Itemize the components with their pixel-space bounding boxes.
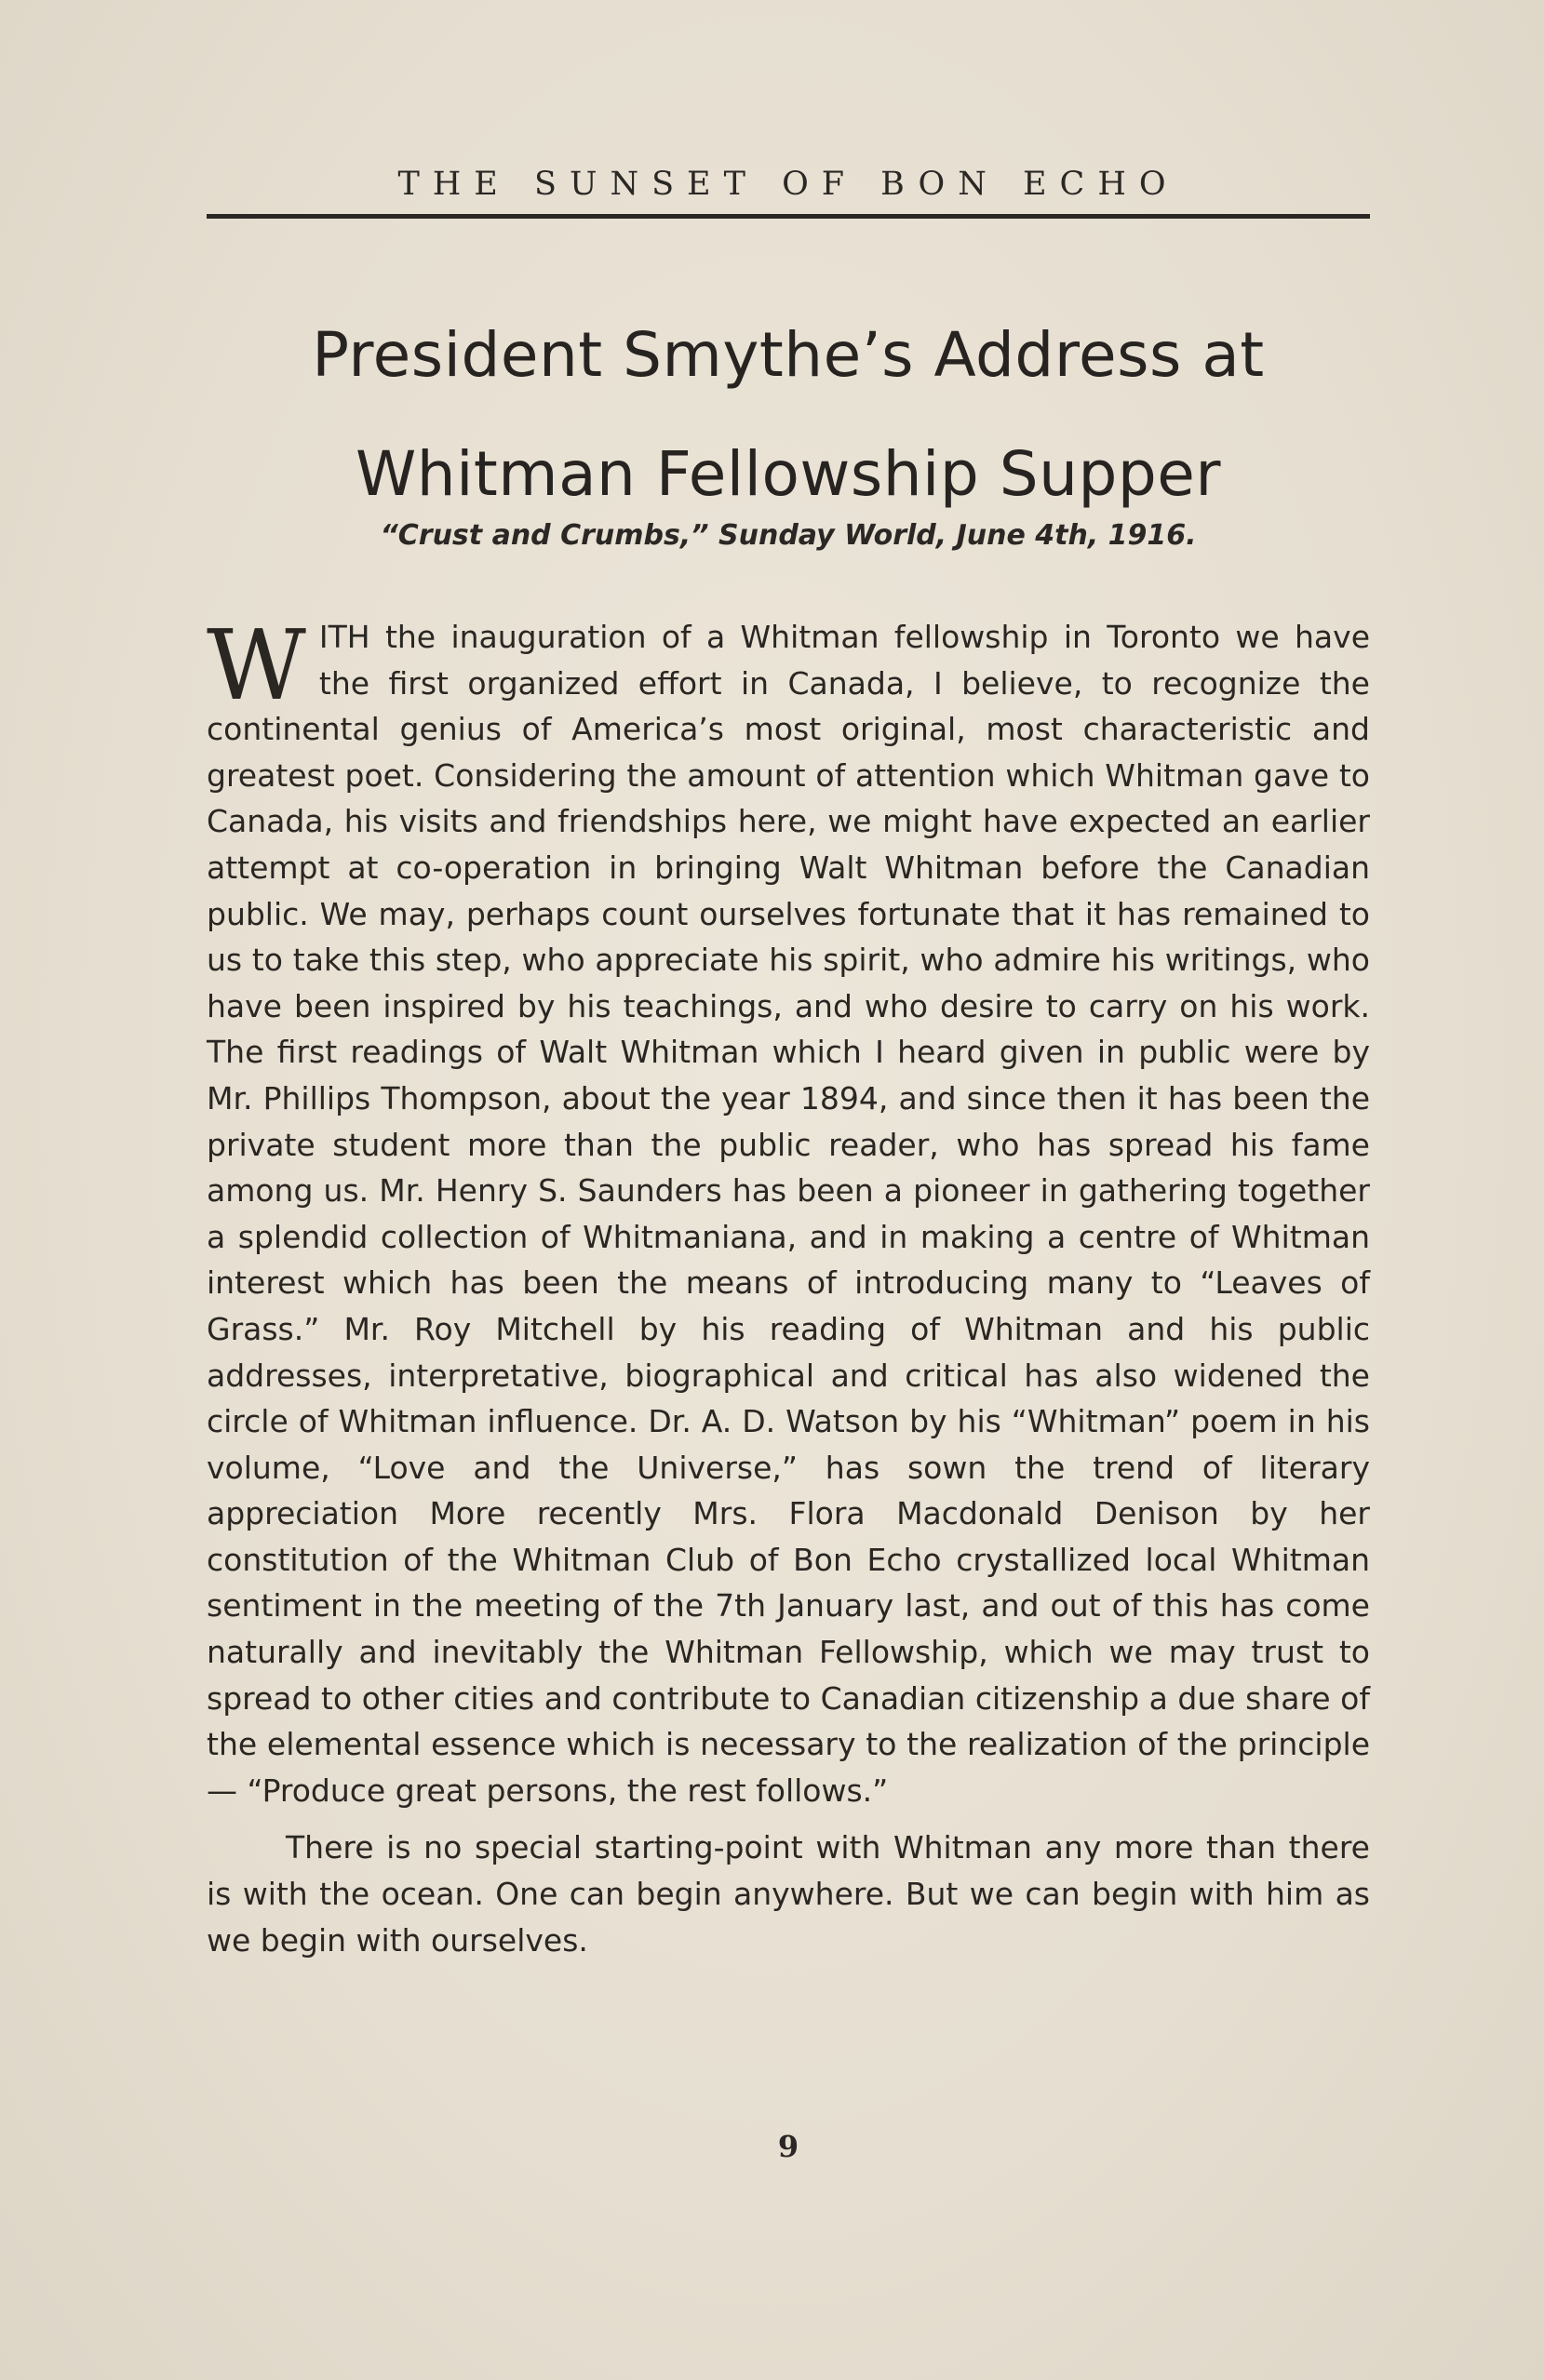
paragraph-1 xyxy=(207,608,1370,1813)
header-rule xyxy=(207,214,1370,219)
paragraph-1-text: ITH the inauguration of a Whitman fellowship in Toronto we have the first organized effort in Canada, I believe, to recognize the continental genius of America’s most original, most characteristic and greatest poet. Considering the amount of attention which Whitman gave to Canada, his visits and friendships here, we might have expected an earlier attempt at co-operation in bringing Walt Whitman before the Canadian public. We may, perhaps count ourselves fortunate that it has remained to us to take this step, who appreciate his spirit, who admire his writings, who have been inspired by his teachings, and who desire to carry on his work. The first readings of Walt Whitman which I heard given in public were by Mr. Phillips Thompson, about the year 1894, and since then it has been the private student more than the public reader, who has spread his fame among us. Mr. Henry S. Saunders has been a pioneer in gathering together a splendid collection of Whitmaniana, and in making a centre of Whitman interest which has been the means of introducing many to “Leaves of Grass.” Mr. Roy Mitchell by his reading of Whitman and his public addresses, interpretative, biographical and critical has also widened the circle of Whitman influence. Dr. A. D. Watson by his “Whitman” poem in his volume, “Love and the Universe,” has sown the trend of literary appreciation More recently Mrs. Flora Macdonald Denison by her constitution of the Whitman Club of Bon Echo crystallized local Whitman sentiment in the meeting of the 7th January last, and out of this has come naturally and inevitably the Whitman Fellowship, which we may trust to spread to other cities and contribute to Canadian citizenship a due share of the elemental essence which is necessary to the realization of the principle— “Produce great persons, the rest follows.” xyxy=(207,619,1370,1809)
source-citation: “Crust and Crumbs,” Sunday World, June 4th, 1916. xyxy=(380,519,1197,552)
running-head: THE SUNSET OF BON ECHO xyxy=(397,166,1179,203)
article-title-line-2: Whitman Fellowship Supper xyxy=(355,438,1222,510)
article-title-line-1: President Smythe’s Address at xyxy=(312,319,1265,391)
drop-cap: W xyxy=(207,608,306,722)
page-number: 9 xyxy=(777,2129,799,2164)
paragraph-2: There is no special starting-point with Whitman any more than there is with the ocean. One can begin anywhere. But we can begin with him as we begin with ourselves. xyxy=(207,1829,1370,1959)
article-title xyxy=(207,296,1370,534)
article-body xyxy=(207,608,1370,1963)
